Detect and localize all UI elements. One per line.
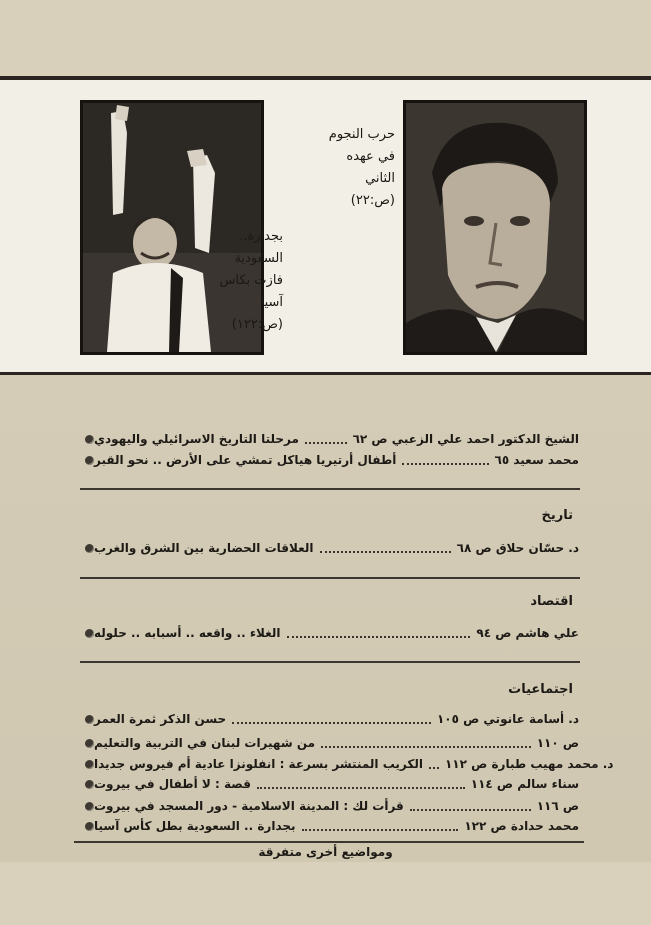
- toc-author: محمد حدادة ص ١٢٢: [464, 819, 579, 833]
- bullet-icon: [85, 456, 94, 465]
- bullet-icon: [85, 715, 94, 724]
- section-divider: [80, 661, 580, 663]
- bullet-icon: [85, 739, 94, 748]
- toc-item[interactable]: [79, 754, 614, 774]
- toc-item[interactable]: [79, 774, 579, 794]
- toc-item[interactable]: [79, 709, 579, 729]
- toc-author: د. محمد مهيب طبارة ص ١١٢: [444, 757, 614, 771]
- toc-author: سناء سالم ص ١١٤: [470, 777, 579, 791]
- toc-author: الشيخ الدكتور احمد علي الزعبي ص ٦٢: [352, 432, 579, 446]
- panel-bottom-rule: [0, 372, 651, 375]
- dot-leader: [232, 714, 431, 724]
- dot-leader: [257, 779, 465, 789]
- bullet-icon: [85, 822, 94, 831]
- bullet-icon: [85, 780, 94, 789]
- dot-leader: [429, 759, 439, 769]
- football-caption-line: آسيا: [260, 295, 283, 310]
- toc-title: الغلاء .. واقعه .. أسبابه .. حلوله: [94, 626, 281, 640]
- toc-title: أطفال أرتيريا هياكل تمشي على الأرض .. نحو القبر: [94, 453, 397, 467]
- toc-author: د. حسّان حلاق ص ٦٨: [456, 541, 579, 555]
- footer-note: ومواضيع أخرى متفرقة: [258, 845, 393, 859]
- toc-title: بجدارة .. السعودية بطل كأس آسيا: [94, 819, 296, 833]
- dot-leader: [305, 434, 347, 444]
- top-margin: [0, 0, 651, 78]
- toc-title: مرحلتا التاريخ الاسرائيلي واليهودي: [94, 432, 299, 446]
- reagan-caption-line: (ص:٢٢): [350, 193, 395, 208]
- bullet-icon: [85, 802, 94, 811]
- toc-item[interactable]: [79, 816, 579, 836]
- section-heading-history: تاريخ: [541, 508, 573, 523]
- bullet-icon: [85, 760, 94, 769]
- section-divider: [80, 577, 580, 579]
- toc-item[interactable]: [79, 733, 579, 753]
- section-heading-economy: اقتصاد: [530, 594, 573, 609]
- reagan-caption-line: الثاني: [365, 171, 395, 186]
- photo-panel: [0, 80, 651, 372]
- toc-item[interactable]: [79, 623, 579, 643]
- toc-item[interactable]: [79, 538, 579, 558]
- toc-item[interactable]: [79, 429, 579, 449]
- bullet-icon: [85, 629, 94, 638]
- toc-author: علي هاشم ص ٩٤: [476, 626, 579, 640]
- section-divider: [74, 841, 584, 843]
- toc-author: د. أسامة عانوتي ص ١٠٥: [436, 712, 579, 726]
- reagan-caption-line: حرب النجوم: [328, 127, 395, 142]
- football-caption: [183, 226, 283, 336]
- bullet-icon: [85, 435, 94, 444]
- dot-leader: [287, 628, 471, 638]
- football-caption-line: السعودية: [234, 251, 283, 266]
- toc-item[interactable]: [79, 450, 579, 470]
- toc-title: حسن الذكر ثمرة العمر: [94, 712, 227, 726]
- reagan-caption-line: في عهده: [346, 149, 395, 164]
- toc-author: محمد سعيد ٦٥: [494, 453, 579, 467]
- dot-leader: [402, 455, 488, 465]
- section-heading-social: اجتماعيات: [508, 682, 573, 697]
- reagan-caption: [295, 124, 395, 212]
- toc-author: ص ١١٦: [536, 799, 579, 813]
- toc-author: ص ١١٠: [536, 736, 579, 750]
- portrait-photo: [403, 100, 587, 355]
- football-caption-line: (ص:١٢٢): [231, 317, 283, 332]
- dot-leader: [320, 543, 451, 553]
- toc-item[interactable]: [79, 796, 579, 816]
- toc-title: الكريب المنتشر بسرعة : انفلونزا عادية أم فيروس جديدا: [94, 757, 423, 771]
- dot-leader: [302, 821, 459, 831]
- bullet-icon: [85, 544, 94, 553]
- toc-title: العلاقات الحضارية بين الشرق والغرب: [94, 541, 314, 555]
- football-caption-line: فازت بكاس: [219, 273, 283, 288]
- section-divider: [80, 488, 580, 490]
- toc-title: قرأت لك : المدينة الاسلامية - دور المسجد في بيروت: [94, 799, 404, 813]
- dot-leader: [321, 738, 531, 748]
- toc-title: من شهيرات لبنان في التربية والتعليم: [94, 736, 316, 750]
- football-caption-line: بجدارة..: [239, 229, 283, 244]
- bottom-margin: [0, 862, 651, 925]
- toc-title: قصة : لا أطفال في بيروت: [94, 777, 251, 791]
- dot-leader: [410, 801, 531, 811]
